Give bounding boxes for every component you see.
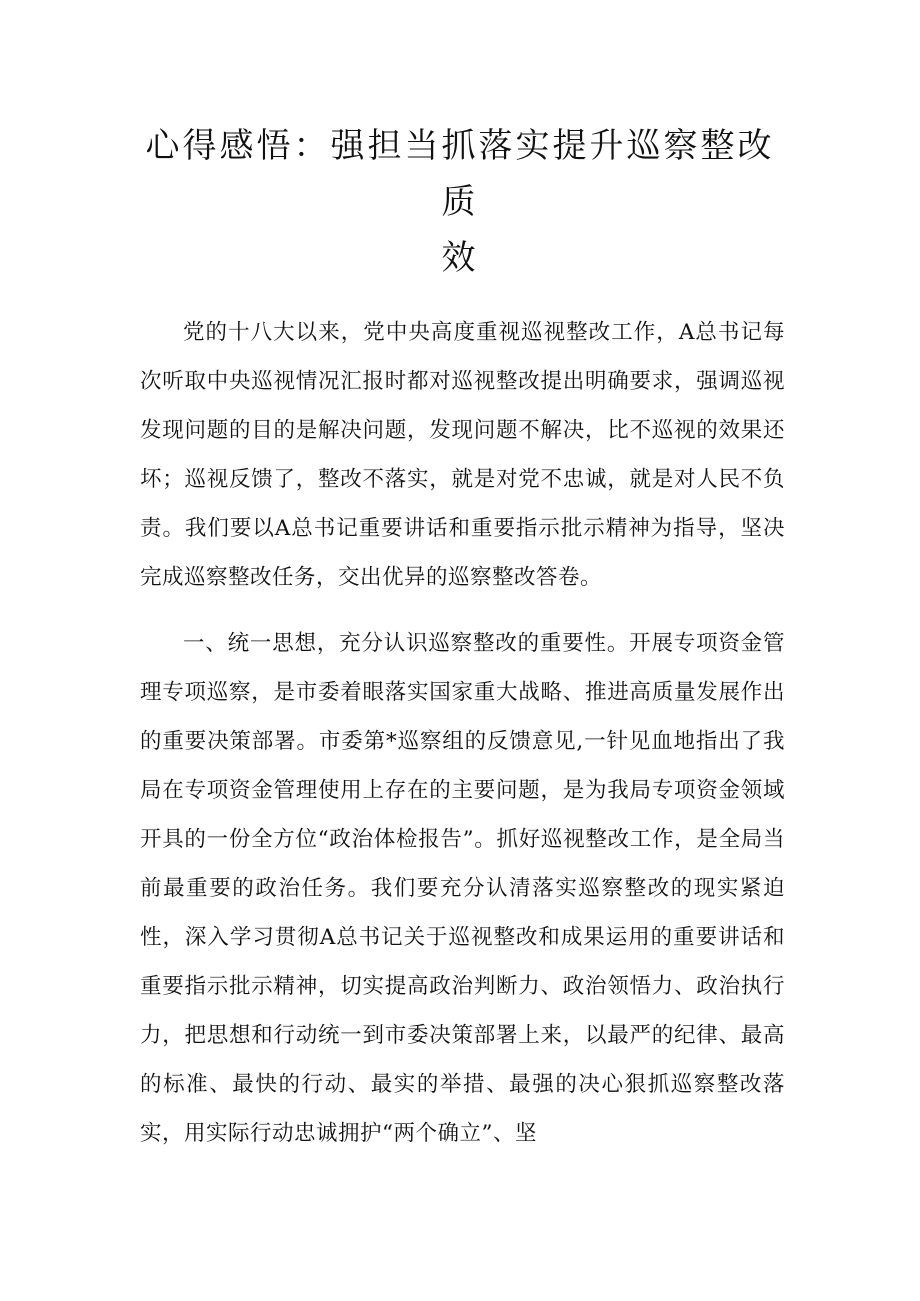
document-title [140,118,780,286]
title-line-2: 效 [441,238,479,278]
paragraph-section-one: 一、统一思想，充分认识巡察整改的重要性。开展专项资金管理专项巡察，是市委着眼落实国家重大战略、推进高质量发展作出的重要决策部署。市委第*巡察组的反馈意见,一针见血地指出了我局在专项资金管理使用上存在的主要问题，是为我局专项资金领域开具的一份全方位“政治体检报告”。抓好巡视整改工作，是全局当前最重要的政治任务。我们要充分认清落实巡察整改的现实紧迫性，深入学习贯彻A总书记关于巡视整改和成果运用的重要讲话和重要指示批示精神，切实提高政治判断力、政治领悟力、政治执行力，把思想和行动统一到市委决策部署上来，以最严的纪律、最高的标准、最快的行动、最实的举措、最强的决心狠抓巡察整改落实，用实际行动忠诚拥护“两个确立”、坚 [140,631,785,1146]
title-line-1: 心得感悟：强担当抓落实提升巡察整改质 [145,126,775,222]
paragraph-intro: 党的十八大以来，党中央高度重视巡视整改工作，A总书记每次听取中央巡视情况汇报时都对巡视整改提出明确要求，强调巡视发现问题的目的是解决问题，发现问题不解决，比不巡视的效果还坏；巡视反馈了，整改不落实，就是对党不忠诚，就是对人民不负责。我们要以A总书记重要讲话和重要指示批示精神为指导，坚决完成巡察整改任务，交出优异的巡察整改答卷。 [140,320,785,590]
